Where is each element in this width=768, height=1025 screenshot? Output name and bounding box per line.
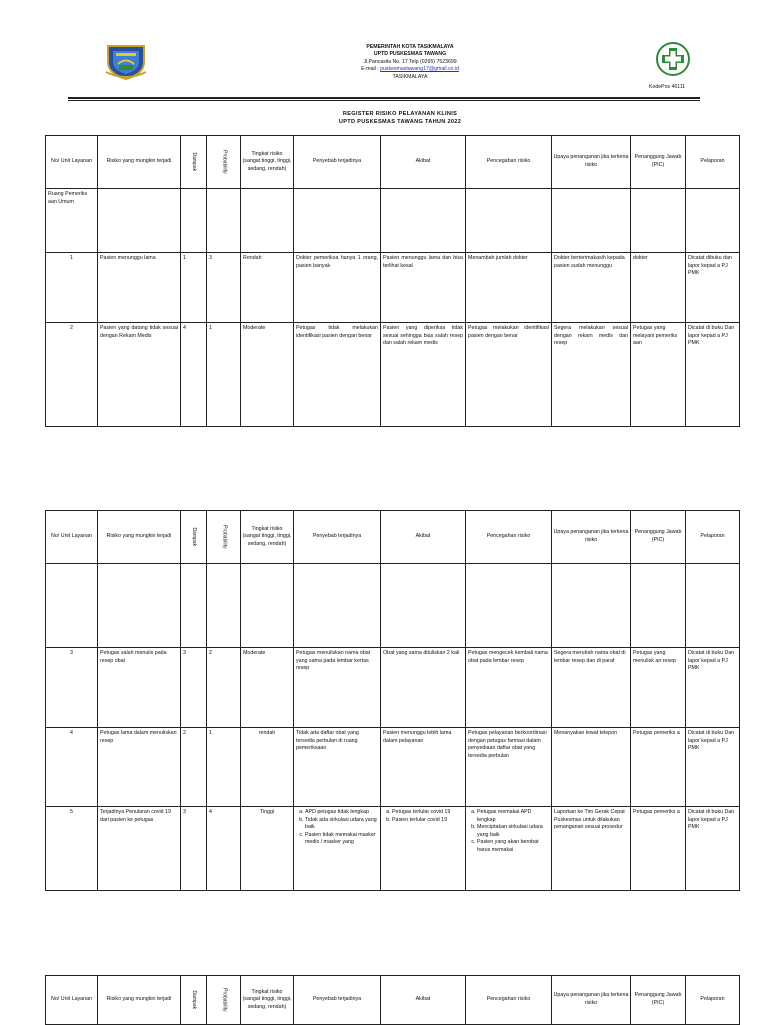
header-row xyxy=(46,136,740,189)
list-item: b. Tidak ada sirkulasi udara yang baik xyxy=(305,817,378,832)
list-item: b. Menciptakan sirkulasi udara yang baik xyxy=(477,824,549,839)
cell-akibat: Pasien menunggu lama dan bisa terlihat kesal xyxy=(381,253,466,323)
cell-dampak: 2 xyxy=(181,728,207,807)
unit-label: Ruang Pemeriks aan Umum xyxy=(46,189,98,253)
letterhead-email-line xyxy=(280,66,540,73)
list-item: a. Petugas terlular covid 19 xyxy=(392,809,463,817)
col-no: No/ Unit Layanan xyxy=(46,511,98,564)
cell-risiko: Petugas salah menulis pada resep obat xyxy=(98,648,181,728)
col-no: No/ Unit Layanan xyxy=(46,136,98,189)
table-row xyxy=(46,253,740,323)
cell-prob: 2 xyxy=(207,648,241,728)
cell-pelaporan: Dicatat di buku Dan lapor kepad a PJ PMK xyxy=(686,728,740,807)
col-upaya: Upaya penanganan jika terkena risiko xyxy=(552,976,631,1025)
col-pelaporan: Pelaporan xyxy=(686,976,740,1025)
email-link[interactable]: puskesmastawang17@gmail.co.id xyxy=(380,66,459,73)
col-dampak: Dampak xyxy=(181,136,207,189)
cell-prob: 1 xyxy=(207,323,241,427)
table-row xyxy=(46,807,740,891)
col-tingkat: Tingkat risiko (sangat tinggi, tinggi, sedang, rendah) xyxy=(241,976,294,1025)
col-dampak: Dampak xyxy=(181,976,207,1025)
cell-pelaporan: Dicatat di buku Dan lapor kepad a PJ PMK xyxy=(686,648,740,728)
cell-penyebab: Dokter pemeriksa hanya 1 orang, pasien banyak xyxy=(294,253,381,323)
col-pelaporan: Pelaporan xyxy=(686,136,740,189)
letterhead-office: UPTD PUSKESMAS TAWANG xyxy=(373,51,447,58)
cell-risiko: Petugas lama dalam menuliskan resep xyxy=(98,728,181,807)
postal-code: KodePos 46111 xyxy=(649,84,686,90)
title-line-2: UPTD PUSKESMAS TAWANG TAHUN 2022 xyxy=(338,119,462,125)
col-akibat: Akibat xyxy=(381,136,466,189)
header-row xyxy=(46,976,740,1025)
risk-register-table-2 xyxy=(45,510,740,891)
cell-akibat: Pasien yang diperiksa tidak sesuai sehingga bias salah resep dan salah rekam medis xyxy=(381,323,466,427)
penyebab-list xyxy=(296,809,378,847)
col-upaya: Upaya penanganan jika terkena risiko xyxy=(552,511,631,564)
document-title xyxy=(230,110,570,126)
cell-tingkat: Rendah xyxy=(241,253,294,323)
city-emblem-logo xyxy=(104,42,148,80)
cell-pj: Petugas yang menulisk an resep xyxy=(631,648,686,728)
col-penyebab: Penyebab terjadinya xyxy=(294,976,381,1025)
cell-pelaporan: Dicatat di buku Dan lapor kepad a PJ PMK xyxy=(686,807,740,891)
cell-pelaporan: Dicatat dibuku dan lapor kepad a PJ PMK xyxy=(686,253,740,323)
email-label: E-mail : xyxy=(361,66,381,73)
cell-dampak: 4 xyxy=(181,323,207,427)
col-penyebab: Penyebab terjadinya xyxy=(294,136,381,189)
cell-penyebab: Tidak ada daftar obat yang tersedia perbulan di ruang pemeriksaan xyxy=(294,728,381,807)
header-divider-thin xyxy=(68,100,700,101)
risk-register-table-3 xyxy=(45,975,740,1025)
col-pencegahan: Pencegahan risiko xyxy=(466,136,552,189)
list-item: c. Pasien tidak memakai masker medis / masker yang xyxy=(305,832,378,847)
cell-dampak: 3 xyxy=(181,648,207,728)
cell-dampak: 1 xyxy=(181,253,207,323)
col-risiko: Risiko yang mungkin terjadi xyxy=(98,136,181,189)
cell-risiko: Pasien yang datang tidak sesuai dengan Rekam Medis xyxy=(98,323,181,427)
col-pencegahan: Pencegahan risiko xyxy=(466,511,552,564)
cell-penyebab: Petugas tidak melakukan identifikasi pasien dengan benar xyxy=(294,323,381,427)
cell-no: 4 xyxy=(46,728,98,807)
cell-prob: 3 xyxy=(207,253,241,323)
cell-akibat xyxy=(381,807,466,891)
col-pencegahan: Pencegahan risiko xyxy=(466,976,552,1025)
cell-prob: 4 xyxy=(207,807,241,891)
col-pj: Penanggung Jawab (PIC) xyxy=(631,136,686,189)
cell-tingkat: Moderate xyxy=(241,323,294,427)
table-row xyxy=(46,323,740,427)
cell-no: 3 xyxy=(46,648,98,728)
cell-pj: Petugas pemeriks a xyxy=(631,728,686,807)
cell-upaya: Menanyakan lewat telepon xyxy=(552,728,631,807)
cell-pelaporan: Dicatat di buku Dan lapor kepad a PJ PMK xyxy=(686,323,740,427)
cell-tingkat: Moderate xyxy=(241,648,294,728)
cell-dampak: 3 xyxy=(181,807,207,891)
cell-pj: Petugas pemeriks a xyxy=(631,807,686,891)
health-cross-logo xyxy=(656,42,690,76)
letterhead-city: TASIKMALAYA xyxy=(392,73,428,80)
pencegahan-list xyxy=(468,809,549,855)
cell-upaya: Dokter berterimakasih kepada pasien sudah menunggu xyxy=(552,253,631,323)
col-probability: Probability xyxy=(207,976,241,1025)
cell-pencegahan xyxy=(466,807,552,891)
cell-pj: Petugas yang melayani pemeriks aan xyxy=(631,323,686,427)
cell-tingkat: Tinggi xyxy=(241,807,294,891)
cell-penyebab xyxy=(294,807,381,891)
col-upaya: Upaya penanganan jika terkena risiko xyxy=(552,136,631,189)
cell-pj: dokter xyxy=(631,253,686,323)
col-pelaporan: Pelaporan xyxy=(686,511,740,564)
header-row xyxy=(46,511,740,564)
col-probability: Probability xyxy=(207,136,241,189)
cell-pencegahan: Petugas melakukan identifikasi pasien dengan benar xyxy=(466,323,552,427)
cell-tingkat: rendah xyxy=(241,728,294,807)
col-probability: Probability xyxy=(207,511,241,564)
col-tingkat: Tingkat risiko (sangat tinggi, tinggi, sedang, rendah) xyxy=(241,511,294,564)
cell-upaya: Segera merubah nama obat di lembar resep dan di paraf xyxy=(552,648,631,728)
cell-pencegahan: Petugas mengecek kembali nama obat pada lembar resep xyxy=(466,648,552,728)
letterhead-address: Jl.Pancasila No. 17 Telp (0265) 7523699 xyxy=(363,58,457,65)
cell-pencegahan: Menambah jumlah dokter xyxy=(466,253,552,323)
title-line-1: REGISTER RISIKO PELAYANAN KLINIS xyxy=(342,111,458,117)
akibat-list xyxy=(383,809,463,824)
cell-no: 1 xyxy=(46,253,98,323)
col-risiko: Risiko yang mungkin terjadi xyxy=(98,511,181,564)
col-pj: Penanggung Jawab (PIC) xyxy=(631,976,686,1025)
header-divider-thick xyxy=(68,97,700,99)
cell-risiko: Terjadinya Penularan covid 19 dari pasien ke petugas xyxy=(98,807,181,891)
table-row xyxy=(46,648,740,728)
col-akibat: Akibat xyxy=(381,511,466,564)
cell-no: 2 xyxy=(46,323,98,427)
list-item: c. Pasien yang akan berobat harus memakai xyxy=(477,839,549,854)
unit-row xyxy=(46,189,740,253)
cell-prob: 1 xyxy=(207,728,241,807)
cell-akibat: Pasien menunggu lebih lama dalam pelayanan xyxy=(381,728,466,807)
empty-row xyxy=(46,564,740,648)
cell-akibat: Obat yang sama dituliskan 2 kali xyxy=(381,648,466,728)
cell-risiko: Pasien menunggu lama xyxy=(98,253,181,323)
cell-upaya: Segera melakukan sesuai dengan rekam medis dan resep xyxy=(552,323,631,427)
col-dampak: Dampak xyxy=(181,511,207,564)
col-penyebab: Penyebab terjadinya xyxy=(294,511,381,564)
col-no: No/ Unit Layanan xyxy=(46,976,98,1025)
col-tingkat: Tingkat risiko (sangat tinggi, tinggi, sedang, rendah) xyxy=(241,136,294,189)
list-item: b. Pasien terlular covid 19 xyxy=(392,817,463,825)
letterhead-gov: PEMERINTAH KOTA TASIKMALAYA xyxy=(366,44,454,50)
col-akibat: Akibat xyxy=(381,976,466,1025)
list-item: a. APD petugas tidak lengkap xyxy=(305,809,378,817)
risk-register-table-1 xyxy=(45,135,740,427)
table-row xyxy=(46,728,740,807)
col-risiko: Risiko yang mungkin terjadi xyxy=(98,976,181,1025)
list-item: a. Petugas memakai APD lengkap xyxy=(477,809,549,824)
cell-no: 5 xyxy=(46,807,98,891)
letterhead xyxy=(280,44,540,81)
cell-penyebab: Petugas menuliskan nama obat yang sama pada lembar kertas resep xyxy=(294,648,381,728)
cell-upaya: Laporkan ke Tim Gerak Cepat Puskesmas untuk dilakukan penanganan sesuai prosedur xyxy=(552,807,631,891)
cell-pencegahan: Petugas pelayanan berkoordinasi dengan petugas farmasi dalam penyediaan daftar obat yang tersedia perbulan xyxy=(466,728,552,807)
col-pj: Penanggung Jawab (PIC) xyxy=(631,511,686,564)
